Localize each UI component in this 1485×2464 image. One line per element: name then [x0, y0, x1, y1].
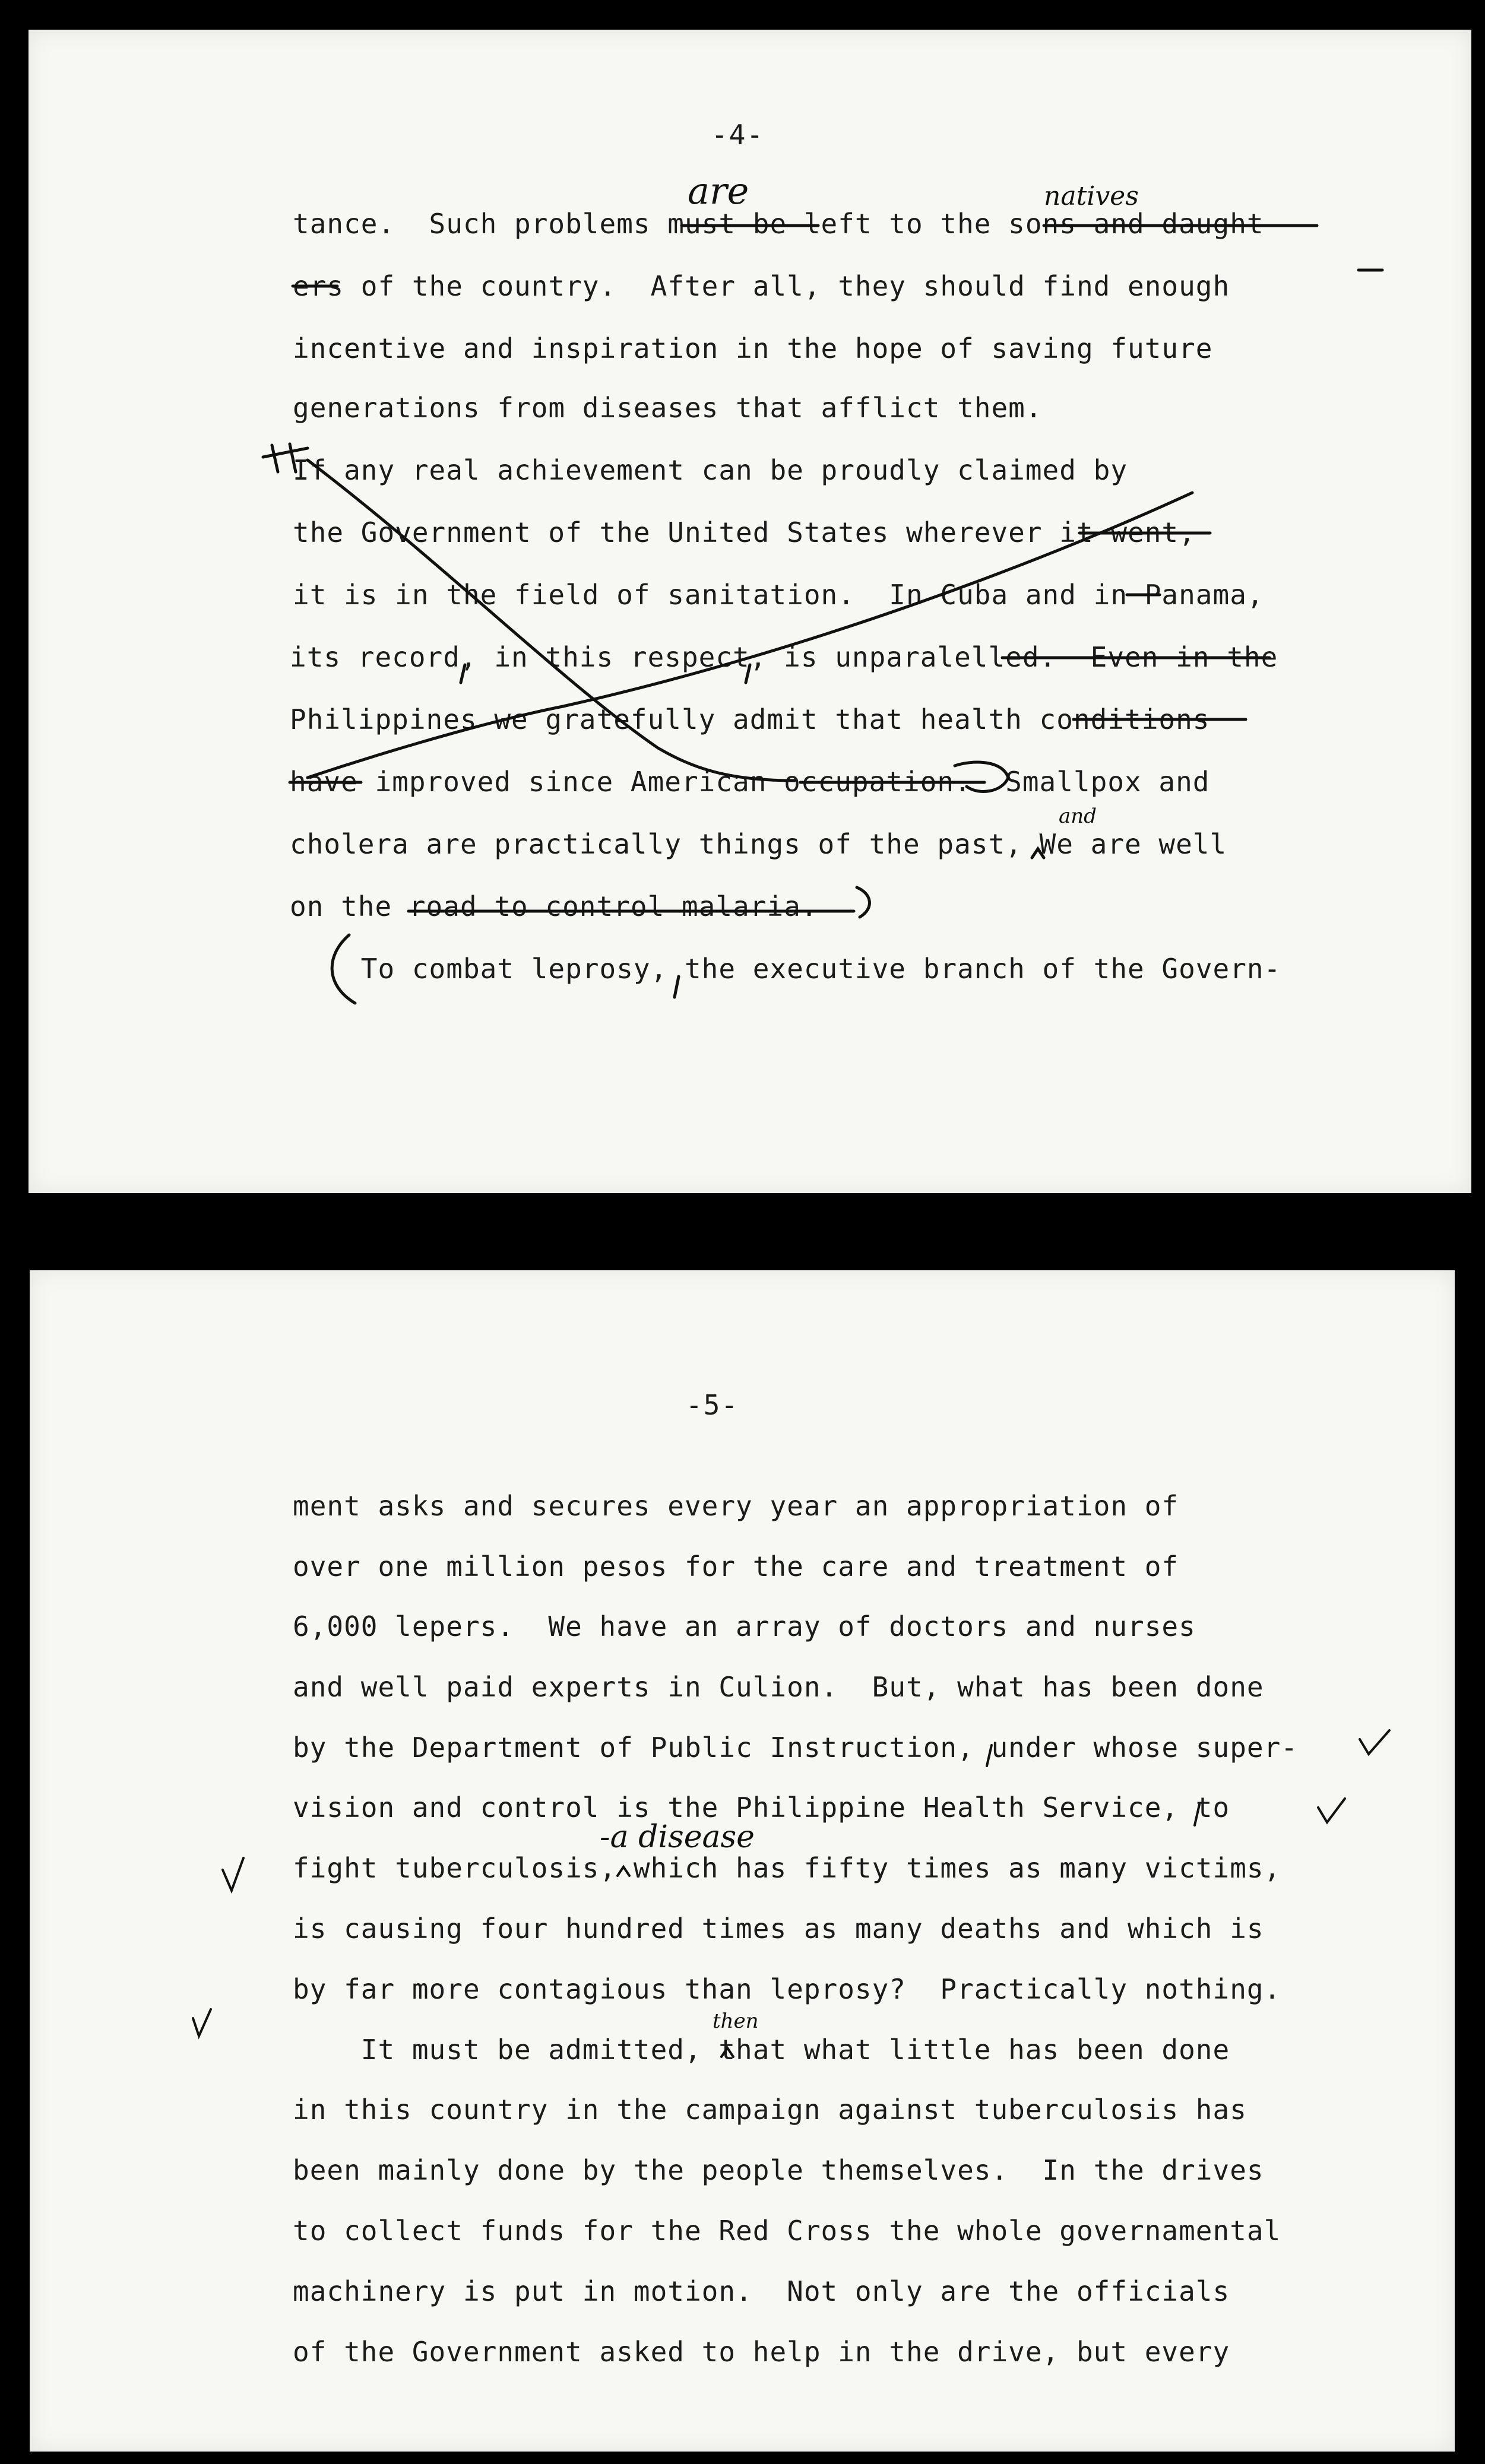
text-line: by far more contagious than leprosy? Practically nothing.	[293, 1973, 1281, 2005]
text-line: over one million pesos for the care and treatment of	[293, 1550, 1179, 1583]
page-4	[29, 30, 1471, 1193]
text-line: generations from diseases that afflict them.	[293, 392, 1043, 424]
text-line: and well paid experts in Culion. But, what has been done	[293, 1671, 1264, 1703]
text-line: ers of the country. After all, they should find enough	[293, 270, 1230, 302]
text-line: incentive and inspiration in the hope of saving future	[293, 332, 1213, 364]
handwritten-insert-then: then	[713, 2009, 759, 2033]
text-line: its record, in this respect, is unparalelled. Even in the	[290, 641, 1278, 673]
text-line: vision and control is the Philippine Health Service, to	[293, 1791, 1230, 1824]
text-line: Philippines we gratefully admit that health conditions	[290, 703, 1210, 735]
handwritten-insert-are: are	[688, 169, 749, 213]
handwritten-insert-natives: natives	[1044, 181, 1139, 211]
text-line: If any real achievement can be proudly claimed by	[293, 454, 1128, 486]
page-number: -5-	[686, 1389, 739, 1421]
text-line: It must be admitted, that what little has been done	[293, 2034, 1230, 2066]
text-line: it is in the field of sanitation. In Cuba and in Panama,	[293, 579, 1264, 611]
text-line: 6,000 lepers. We have an array of doctors and nurses	[293, 1610, 1196, 1642]
text-line: cholera are practically things of the past, We are well	[290, 828, 1227, 860]
text-line: been mainly done by the people themselves. In the drives	[293, 2154, 1264, 2186]
text-line: of the Government asked to help in the drive, but every	[293, 2336, 1230, 2368]
text-line: in this country in the campaign against tuberculosis has	[293, 2094, 1247, 2126]
text-line: fight tuberculosis, which has fifty times as many victims,	[293, 1852, 1281, 1884]
handwritten-insert-a-disease: -a disease	[600, 1819, 755, 1855]
text-line: on the road to control malaria.	[290, 890, 818, 922]
text-line: tance. Such problems must be left to the sons and daught-	[293, 208, 1281, 240]
page-5	[30, 1270, 1455, 2452]
text-line: machinery is put in motion. Not only are the officials	[293, 2275, 1230, 2307]
editorial-marks	[29, 30, 1471, 1193]
text-line: ment asks and secures every year an appropriation of	[293, 1490, 1179, 1522]
page-number: -4-	[711, 119, 765, 151]
text-line: is causing four hundred times as many deaths and which is	[293, 1913, 1264, 1945]
text-line: by the Department of Public Instruction, under whose super-	[293, 1732, 1298, 1764]
handwritten-insert-and: and	[1059, 804, 1097, 828]
text-line: to collect funds for the Red Cross the whole governamental	[293, 2215, 1281, 2247]
text-line: the Government of the United States wherever it went,	[293, 516, 1196, 548]
text-line: To combat leprosy, the executive branch of the Govern-	[293, 953, 1281, 985]
text-line: have improved since American occupation. Smallpox and	[290, 766, 1210, 798]
